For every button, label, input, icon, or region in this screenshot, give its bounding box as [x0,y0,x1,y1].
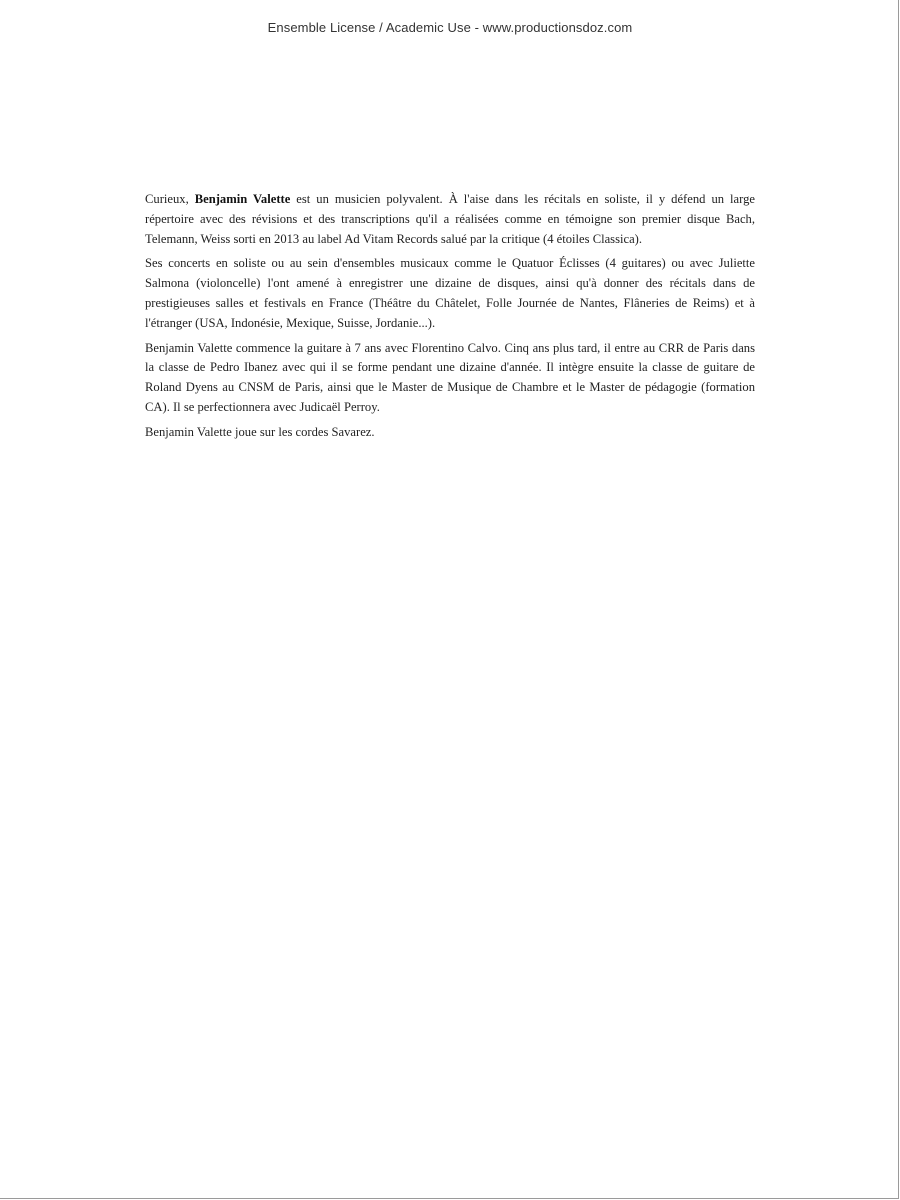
bio-paragraph-4: Benjamin Valette joue sur les cordes Savarez. [145,424,375,439]
bio-p1-rest: est un musicien polyvalent. À l'aise dans les récitals en soliste, il y défend un large répertoire avec des révisions et des transcriptions qu'il a réalisées comme en témoigne son premier disque Bach, Telemann, Weiss sorti en 2013 au label Ad Vitam Records salué par la critique (4 étoiles Classica). [145,192,755,246]
bio-paragraph-1 [145,190,755,249]
bio-paragraph-2: Ses concerts en soliste ou au sein d'ensembles musicaux comme le Quatuor Éclisses (4 guitares) ou avec Juliette Salmona (violoncelle) l'ont amené à enregistrer une dizaine de disques, ainsi qu'à donner des récitals dans de prestigieuses salles et festivals en France (Théâtre du Châtelet, Folle Journée de Nantes, Flâneries de Reims) et à l'étranger (USA, Indonésie, Mexique, Suisse, Jordanie...). [145,256,755,330]
artist-name: Benjamin Valette [194,192,291,206]
biography-text [145,190,755,448]
bio-paragraph-3: Benjamin Valette commence la guitare à 7 ans avec Florentino Calvo. Cinq ans plus tard, il entre au CRR de Paris dans la classe de Pedro Ibanez avec qui il se forme pendant une dizaine d'année. Il intègre ensuite la classe de guitare de Roland Dyens au CNSM de Paris, ainsi que le Master de Musique de Chambre et le Master de pédagogie (formation CA). Il se perfectionnera avec Judicaël Perroy. [145,340,755,414]
license-header: Ensemble License / Academic Use - www.productionsdoz.com [267,20,633,35]
bio-p1-intro: Curieux, [145,192,195,206]
